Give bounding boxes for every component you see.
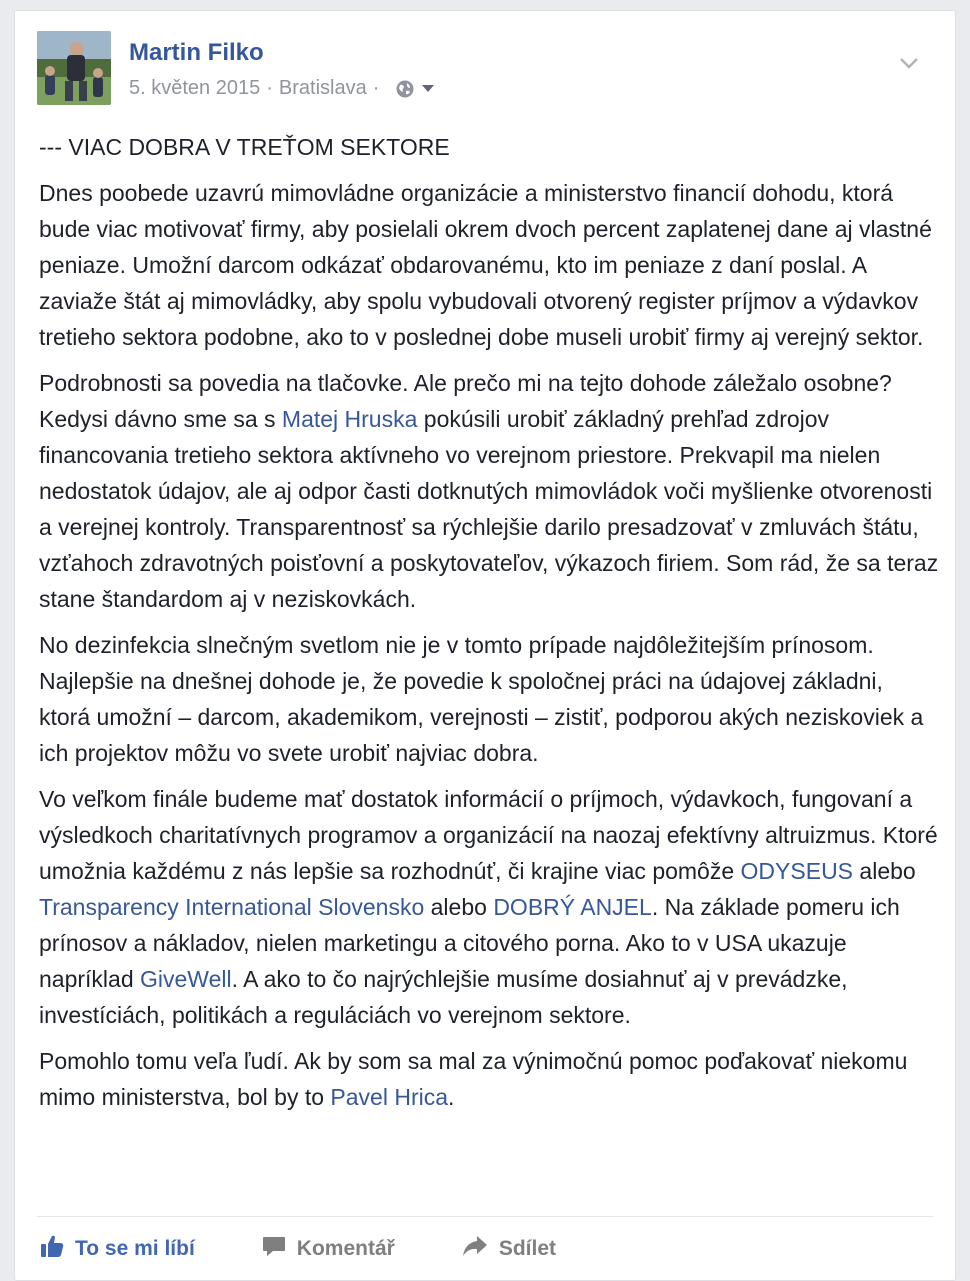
mention-link[interactable]: ODYSEUS	[740, 858, 854, 884]
like-label: To se mi líbí	[75, 1237, 195, 1260]
like-button[interactable]	[39, 1233, 195, 1265]
post-paragraph: No dezinfekcia slnečným svetlom nie je v tomto prípade najdôležitejším prínosom. Najlepšie na dnešnej dohode je, že povedie k spoločnej práci na údajovej základni, ktorá umožní – darcom, akademikom, verejnosti – zistiť, podporou akých neziskoviek a ich projektov môžu vo svete urobiť najviac dobra.	[39, 632, 924, 766]
mention-link[interactable]: DOBRÝ ANJEL	[493, 894, 652, 920]
share-label: Sdílet	[498, 1237, 557, 1260]
author-name[interactable]: Martin Filko	[129, 39, 264, 66]
post-paragraph: Dnes poobede uzavrú mimovládne organizácie a ministerstvo financií dohodu, ktorá bude viac motivovať firmy, aby posielali okrem dvoch percent zaplatenej dane aj vlastné peniaze. Umožní darcom odkázať obdarovanému, kto im peniaze z daní poslal. A zaviaže štát aj mimovládky, aby spolu vybudovali otvorený register príjmov a výdavkov tretieho sektora podobne, ako to v poslednej dobe museli urobiť firmy aj verejný sektor.	[39, 180, 932, 350]
post-headline: --- VIAC DOBRA V TREŤOM SEKTORE	[39, 134, 450, 160]
avatar[interactable]	[37, 31, 111, 105]
meta-separator: ·	[372, 77, 380, 99]
post-header	[37, 31, 937, 111]
actions-divider	[37, 1216, 933, 1217]
meta-separator: ·	[266, 77, 273, 99]
mention-link[interactable]: Pavel Hrica	[330, 1084, 449, 1110]
post-paragraph: Pomohlo tomu veľa ľudí. Ak by som sa mal za výnimočnú pomoc poďakovať niekomu mimo ministerstva, bol by to Pavel Hrica.	[39, 1048, 908, 1110]
chevron-down-icon[interactable]	[899, 57, 919, 76]
mention-link[interactable]: Transparency International Slovensko	[39, 894, 425, 920]
mention-link[interactable]: Matej Hruska	[281, 406, 418, 432]
mention-link[interactable]: GiveWell	[140, 966, 232, 992]
share-arrow-icon	[461, 1233, 499, 1265]
share-button[interactable]	[461, 1233, 556, 1265]
post-body	[39, 129, 939, 1125]
comment-label: Komentář	[296, 1237, 395, 1260]
caret-down-icon[interactable]	[421, 84, 435, 94]
post-actions	[39, 1229, 556, 1269]
post-paragraph: Podrobnosti sa povedia na tlačovke. Ale prečo mi na tejto dohode záležalo osobne? Kedysi dávno sme sa s Matej Hruska pokúsili urobiť základný prehľad zdrojov financovania tretieho sektora aktívneho vo verejnom priestore. Prekvapil ma nielen nedostatok údajov, ale aj odpor časti dotknutých mimovládok voči myšlienke otvorenosti a verejnej kontroly. Transparentnosť sa rýchlejšie darilo presadzovať v zmluvách štátu, vzťahoch zdravotných poisťovní a poskytovateľov, výkazoch firiem. Som rád, že sa teraz stane štandardom aj v neziskovkách.	[39, 370, 939, 612]
post-location[interactable]: Bratislava	[278, 77, 367, 99]
thumbs-up-icon	[39, 1233, 75, 1265]
comment-bubble-icon	[261, 1233, 297, 1265]
post-paragraph: Vo veľkom finále budeme mať dostatok informácií o príjmoch, výdavkoch, fungovaní a výsledkoch charitatívnych programov a organizácií na naozaj efektívny altruizmus. Ktoré umožnia každému z nás lepšie sa rozhodnúť, či krajine viac pomôže ODYSEUS alebo Transparency International Slovensko alebo DOBRÝ ANJEL. Na základe pomeru ich prínosov a nákladov, nielen marketingu a citového porna. Ako to v USA ukazuje napríklad GiveWell. A ako to čo najrýchlejšie musíme dosiahnuť aj v prevádzke, investíciách, politikách a reguláciách vo verejnom sektore.	[39, 786, 938, 1028]
globe-icon	[395, 79, 415, 99]
post-meta	[129, 77, 435, 100]
comment-button[interactable]	[261, 1233, 395, 1265]
post-card	[14, 10, 956, 1281]
post-date[interactable]: 5. květen 2015	[129, 77, 261, 99]
